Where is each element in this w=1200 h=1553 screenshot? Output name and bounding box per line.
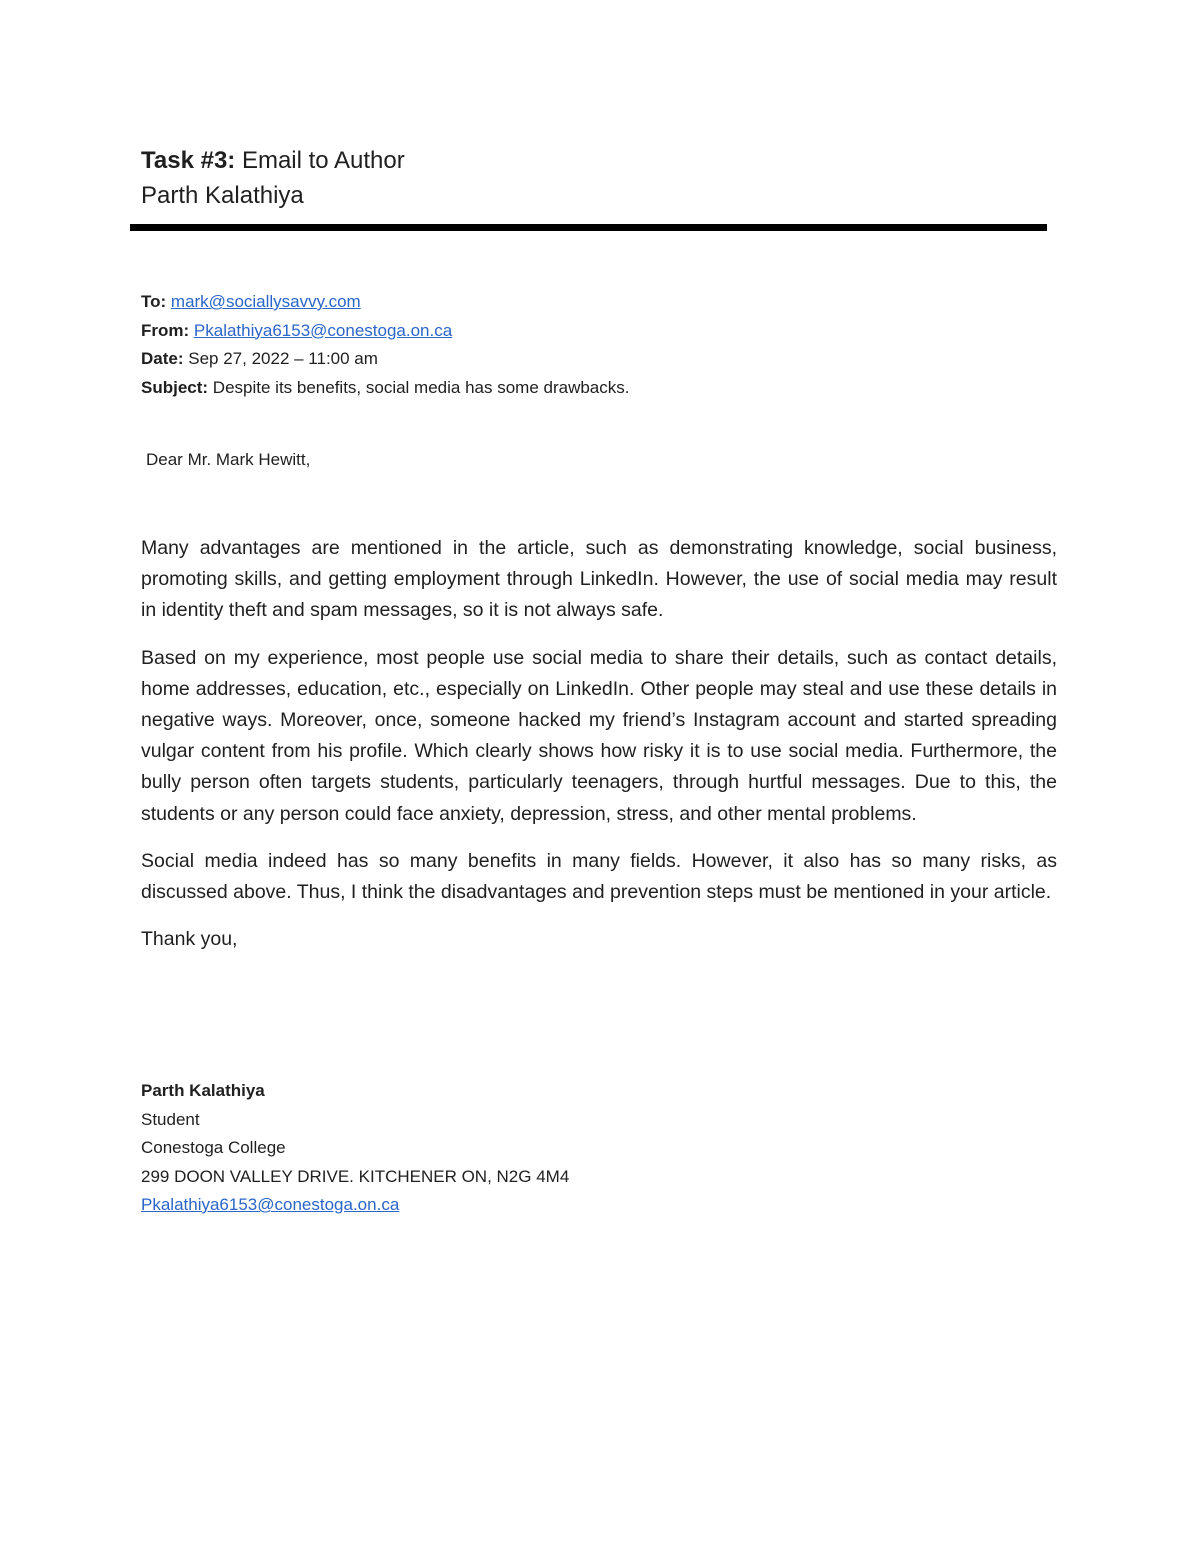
signature-block xyxy=(141,1077,569,1220)
task-label: Task #3: xyxy=(141,147,236,174)
task-title xyxy=(141,143,405,178)
greeting: Dear Mr. Mark Hewitt, xyxy=(146,450,311,469)
signature-role: Student xyxy=(141,1109,200,1129)
subject-value: Despite its benefits, social media has some drawbacks. xyxy=(212,377,630,397)
email-body xyxy=(141,533,1057,955)
date-value: Sep 27, 2022 – 11:00 am xyxy=(188,349,378,368)
signature-email-link[interactable]: Pkalathiya6153@conestoga.on.ca xyxy=(141,1195,400,1214)
title-divider xyxy=(130,224,1047,231)
signature-email-line xyxy=(141,1191,569,1220)
to-line xyxy=(141,288,630,317)
signature-organization: Conestoga College xyxy=(141,1138,286,1157)
body-paragraph: Based on my experience, most people use social media to share their details, such as contact details, home addresses, education, etc., especially on LinkedIn. Other people may steal and use these details in negative ways. Moreover, once, someone hacked my friend’s Instagram account and started spreading vulgar content from his profile. Which clearly shows how risky it is to use social media. Furthermore, the bully person often targets students, particularly teenagers, through hurtful messages. Due to this, the students or any person could face anxiety, depression, stress, and other mental problems. xyxy=(141,646,1057,825)
to-label: To: xyxy=(141,292,167,311)
body-paragraph: Social media indeed has so many benefits in many fields. However, it also has so many risks, as discussed above. Thus, I think the disadvantages and prevention steps must be mentioned in your article. xyxy=(141,849,1057,904)
email-header xyxy=(141,288,630,402)
signature-address: 299 DOON VALLEY DRIVE. KITCHENER ON, N2G 4M4 xyxy=(141,1166,570,1186)
signature-name: Parth Kalathiya xyxy=(141,1081,265,1100)
to-email-link[interactable]: mark@sociallysavvy.com xyxy=(170,292,361,311)
body-paragraph: Many advantages are mentioned in the article, such as demonstrating knowledge, social business, promoting skills, and getting employment through LinkedIn. However, the use of social media may result in identity theft and spam messages, so it is not always safe. xyxy=(141,537,1057,622)
subject-label: Subject: xyxy=(141,377,209,397)
date-label: Date: xyxy=(141,349,184,368)
from-label: From: xyxy=(141,320,190,340)
closing: Thank you, xyxy=(141,928,238,951)
date-line xyxy=(141,345,630,374)
title-block xyxy=(141,143,405,213)
task-name: Email to Author xyxy=(241,147,405,174)
author-name: Parth Kalathiya xyxy=(141,182,304,209)
from-email-link[interactable]: Pkalathiya6153@conestoga.on.ca xyxy=(193,320,453,340)
subject-line xyxy=(141,374,630,403)
from-line xyxy=(141,317,630,346)
